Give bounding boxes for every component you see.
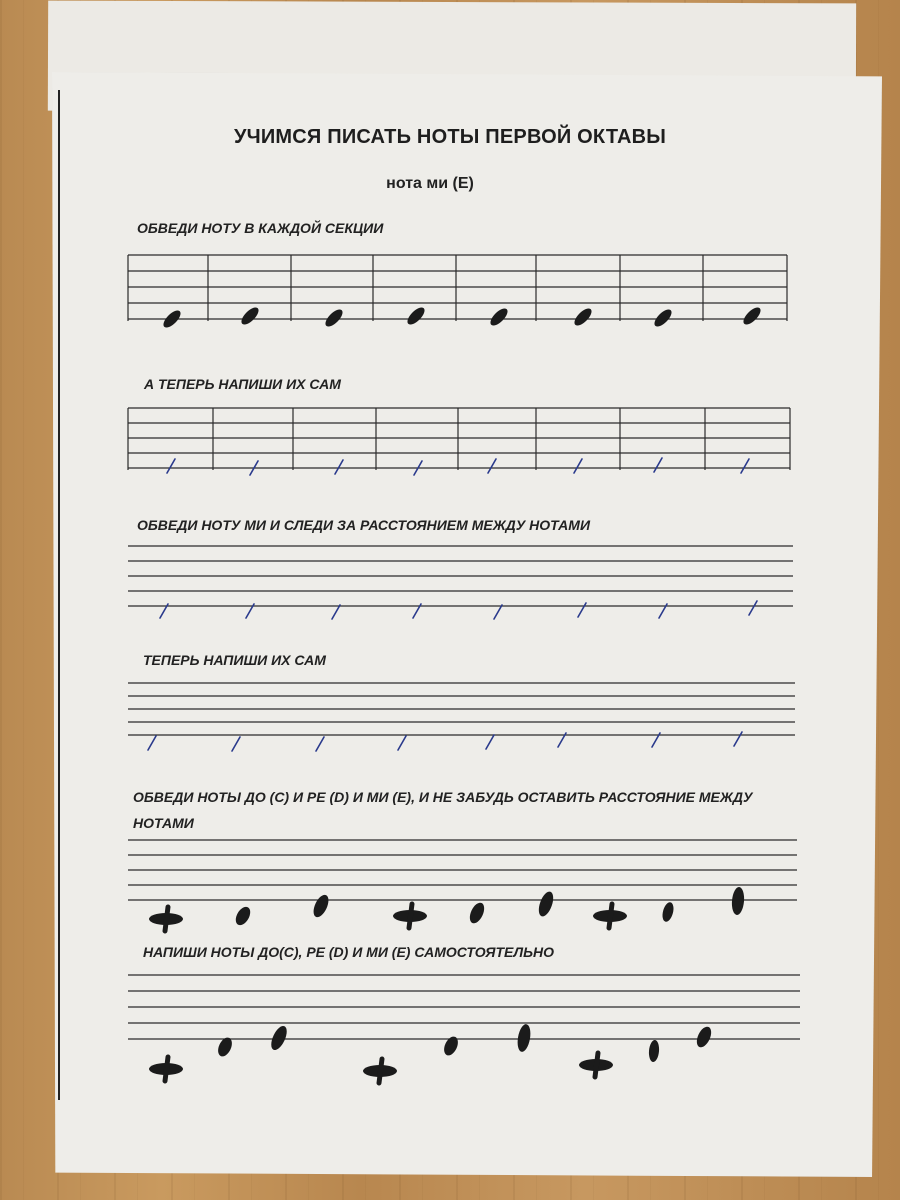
instruction-trace-each-section: ОБВЕДИ НОТУ В КАЖДОЙ СЕКЦИИ: [137, 220, 384, 236]
worksheet-title: УЧИМСЯ ПИСАТЬ НОТЫ ПЕРВОЙ ОКТАВЫ: [233, 126, 667, 148]
worksheet-paper: [52, 72, 882, 1177]
instruction-write-independently: НАПИШИ НОТЫ ДО(С), РЕ (D) И МИ (Е) САМОСТОЯТЕЛЬНО: [143, 944, 555, 960]
instruction-write-yourself-2: ТЕПЕРЬ НАПИШИ ИХ САМ: [143, 652, 326, 668]
worksheet-subtitle: нота ми (Е): [386, 175, 474, 192]
instruction-trace-mi-spacing: ОБВЕДИ НОТУ МИ И СЛЕДИ ЗА РАССТОЯНИЕМ МЕЖДУ НОТАМИ: [137, 517, 591, 533]
instruction-trace-do-re-mi: ОБВЕДИ НОТЫ ДО (С) И РЕ (D) И МИ (Е), И НЕ ЗАБУДЬ ОСТАВИТЬ РАССТОЯНИЕ МЕЖДУ НОТАМИ: [133, 789, 753, 831]
paper-left-edge-line: [58, 90, 60, 1100]
instruction-write-yourself: А ТЕПЕРЬ НАПИШИ ИХ САМ: [144, 376, 341, 392]
